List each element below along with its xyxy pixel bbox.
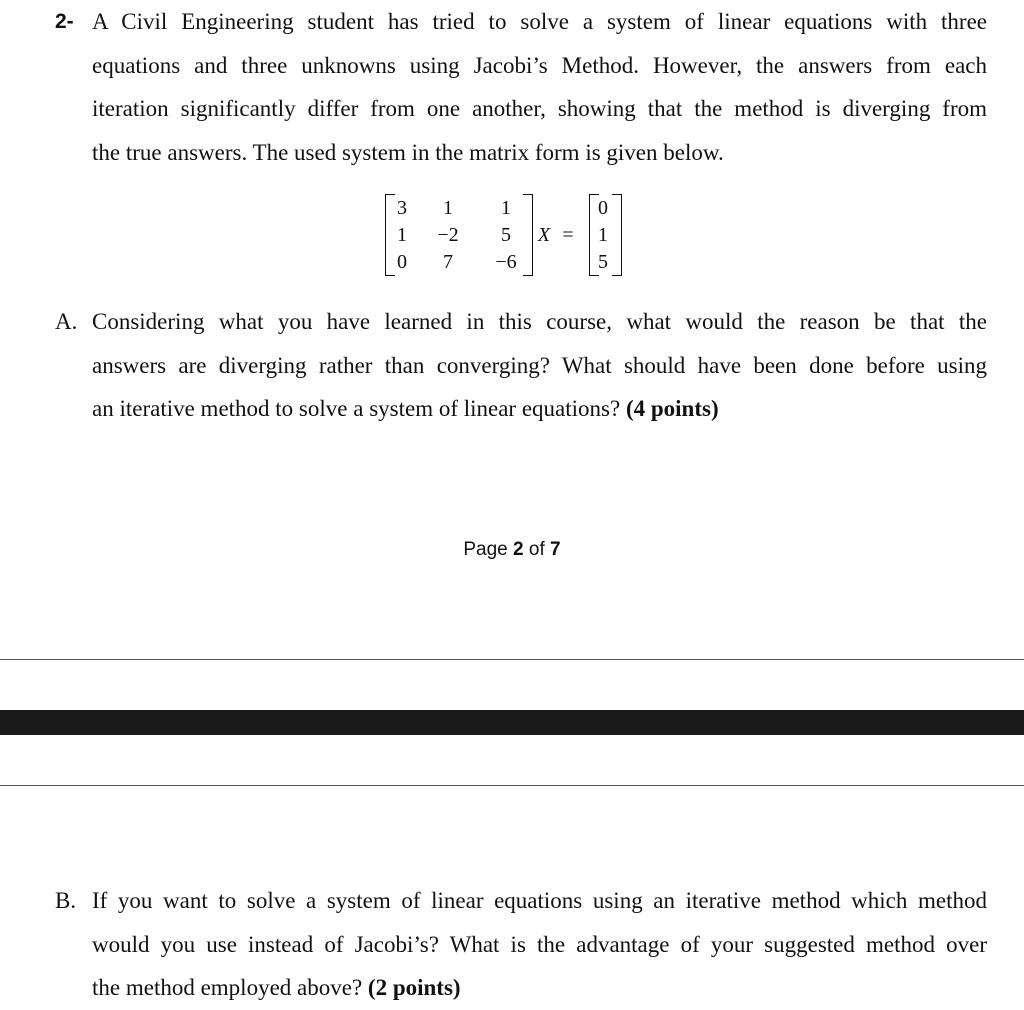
rhs-vector-right-bracket [612,194,622,276]
matrix-cell: 5 [501,224,511,246]
part-b-text [92,879,987,1010]
part-a-points: (4 points) [625,396,719,421]
page-prefix: Page [463,539,508,560]
matrix-cell: −6 [495,251,517,273]
question-2-line: equations and three unknowns using Jacobi’s Method. However, the answers from each [92,52,987,78]
part-a-line-text: an iterative method to solve a system of linear equations? [92,396,621,421]
matrix-cell: 7 [443,251,453,273]
part-a-line [92,387,987,431]
part-b-line [92,966,987,1010]
part-b-points: (2 points) [367,975,461,1000]
page-break-rule-top [0,659,1024,660]
matrix-cell: −2 [437,224,459,246]
matrix-cell: 0 [397,251,407,273]
rhs-cell: 1 [598,224,608,246]
page-number-footer [0,535,1024,565]
rhs-cell: 0 [598,197,608,219]
part-a-line: answers are diverging rather than converging? What should have been done before using [92,352,987,378]
question-2-text [92,0,987,174]
part-a-line: Considering what you have learned in this course, what would the reason be that the [92,309,987,334]
matrix-cell: 1 [443,197,453,219]
part-a-label: A. [55,309,78,334]
page-of: of [528,539,545,560]
equals-sign: = [562,224,574,246]
part-a-text [92,300,987,431]
matrix-equation [385,194,645,278]
page-gap-band [0,710,1024,735]
matrix-cell: 1 [397,224,407,246]
part-b-label: B. [55,888,77,913]
question-2-line: A Civil Engineering student has tried to solve a system of linear equations with three [92,9,987,34]
question-number: 2- [55,10,74,33]
question-2-line: the true answers. The used system in the matrix form is given below. [92,139,724,165]
matrix-cell: 1 [501,197,511,219]
question-2-line: iteration significantly differ from one another, showing that the method is diverging from [92,96,987,121]
matrix-cell: 3 [397,197,407,219]
rhs-cell: 5 [598,251,608,273]
page-break-rule-bottom [0,785,1024,786]
part-b-line: would you use instead of Jacobi’s? What is the advantage of your suggested method over [92,931,987,957]
part-b-line: If you want to solve a system of linear equations using an iterative method which method [92,888,987,913]
unknown-vector-x: X [537,224,551,246]
total-pages: 7 [550,539,561,560]
part-b-line-text: the method employed above? [92,975,363,1000]
current-page: 2 [513,539,524,560]
